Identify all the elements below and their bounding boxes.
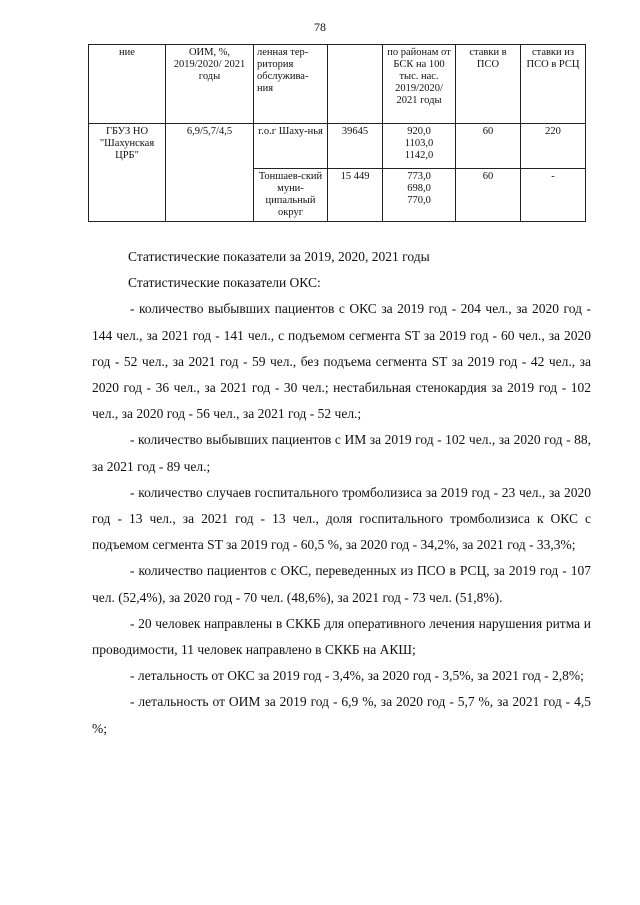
rate-value: 920,0 — [407, 126, 431, 137]
header-cell-institution: ние — [89, 45, 166, 124]
header-cell-population — [328, 45, 383, 124]
statistics-table — [88, 44, 586, 222]
list-item: - количество пациентов с ОКС, переведенных из ПСО в РСЦ, за 2019 год - 107 чел. (52,4%), за 2020 год - 70 чел. (48,6%), за 2021 год - 73 чел. (51,8%). — [92, 563, 591, 605]
list-item: - летальность от ОКС за 2019 год - 3,4%, за 2020 год - 3,5%, за 2021 год - 2,8%; — [130, 668, 584, 684]
rate-value: 770,0 — [407, 195, 431, 206]
rate-value: 1142,0 — [404, 150, 434, 161]
population-cell: 39645 — [328, 124, 383, 169]
pso-cell: 60 — [456, 169, 521, 222]
list-item: - 20 человек направлены в СККБ для оперативного лечения нарушения ритма и проводимости, 11 человек направлено в СККБ на АКШ; — [92, 615, 591, 658]
section-heading: Статистические показатели за 2019, 2020, 2021 годы — [128, 249, 430, 264]
rate-value: 773,0 — [407, 171, 431, 182]
territory-cell: Тоншаев-ский муни-ципальный округ — [254, 169, 328, 222]
list-item: - количество выбывших пациентов с ИМ за 2019 год - 102 чел., за 2020 год - 88, за 2021 год - 89 чел.; — [92, 432, 591, 474]
rate-cell — [383, 124, 456, 169]
rate-value: 698,0 — [407, 183, 431, 194]
list-item: - количество выбывших пациентов с ОКС за 2019 год - 204 чел., за 2020 год - 144 чел., за 2021 год - 141 чел., с подъемом сегмента ST за 2019 год - 60 чел., за 2020 год - 52 чел., за 2021 год - 59 чел., без подъема сегмента ST за 2019 год - 42 чел., за 2020 год - 36 чел., за 2021 год - 30 чел.; нестабильная стенокардия за 2019 год - 102 чел., за 2020 год - 56 чел., за 2021 год - 52 чел.; — [92, 301, 591, 422]
header-cell-oim: ОИМ, %, 2019/2020/ 2021 годы — [166, 45, 254, 124]
table-header-row — [89, 45, 586, 124]
header-cell-rsc: ставки из ПСО в РСЦ — [521, 45, 586, 124]
body-text — [92, 244, 591, 742]
header-cell-pso: ставки в ПСО — [456, 45, 521, 124]
territory-cell: г.о.г Шаху-нья — [254, 124, 328, 169]
section-subheading: Статистические показатели ОКС: — [128, 275, 321, 291]
institution-cell: ГБУЗ НО "Шахунская ЦРБ" — [89, 124, 166, 222]
oim-cell: 6,9/5,7/4,5 — [166, 124, 254, 222]
table-row — [89, 124, 586, 169]
rate-cell — [383, 169, 456, 222]
header-cell-territory: ленная тер-ритория обслужива-ния — [254, 45, 328, 124]
pso-cell: 60 — [456, 124, 521, 169]
rsc-cell: 220 — [521, 124, 586, 169]
page-number: 78 — [314, 20, 326, 34]
list-item: - количество случаев госпитального тромболизиса за 2019 год - 23 чел., за 2020 год - 13 чел., за 2021 год - 13 чел., доля госпитального тромболизиса к ОКС с подъемом сегмента ST за 2019 год - 60,5 %, за 2020 год - 34,2%, за 2021 год - 33,3%; — [92, 484, 591, 553]
rsc-cell: - — [521, 169, 586, 222]
population-cell: 15 449 — [328, 169, 383, 222]
header-cell-bsk-rate: по районам от БСК на 100 тыс. нас. 2019/2020/ 2021 годы — [383, 45, 456, 124]
list-item: - летальность от ОИМ за 2019 год - 6,9 %, за 2020 год - 5,7 %, за 2021 год - 4,5 %; — [92, 694, 591, 736]
rate-value: 1103,0 — [404, 138, 434, 149]
